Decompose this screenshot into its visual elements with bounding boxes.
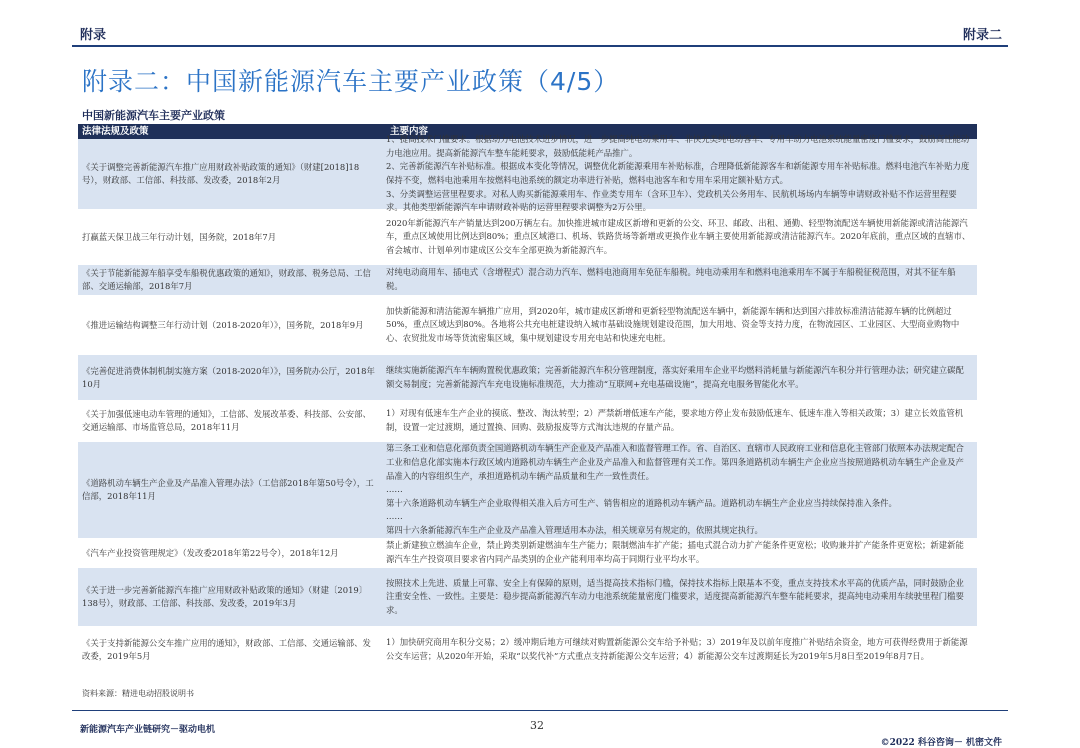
header-divider: [72, 45, 1008, 47]
content-cell: [381, 296, 977, 354]
content-paragraph: 继续实施新能源汽车车辆购置税优惠政策；完善新能源汽车积分管理制度，落实好乘用车企业平均燃料消耗量与新能源汽车积分并行管理办法；研究建立碳配额交易制度；完善新能源汽车充电设施标准规范，大力推动“互联网+充电基础设施”，提高充电服务智能化水平。: [386, 364, 964, 389]
table-row: [78, 355, 977, 401]
content-paragraph: ……: [386, 511, 403, 522]
policy-table: [78, 124, 977, 674]
policy-cell: 《汽车产业投资管理规定》（发改委2018年第22号令），2018年12月: [82, 547, 339, 558]
table-row: [78, 568, 977, 627]
content-paragraph: ……: [386, 484, 403, 495]
footer-copyright: ©2022 科谷咨询－ 机密文件: [880, 738, 1002, 748]
policy-cell: 《完善促进消费体制机制实施方案（2018-2020年）》，国务院办公厅，2018年10月: [82, 365, 375, 389]
content-cell: [381, 134, 977, 213]
content-paragraph: 对纯电动商用车、插电式（含增程式）混合动力汽车、燃料电池商用车免征车船税。纯电动乘用车和燃料电池乘用车不属于车船税征税范围，对其不征车船税。: [386, 267, 956, 291]
column-header-policy: 法律法规及政策: [82, 126, 149, 137]
column-header-content: 主要内容: [390, 126, 429, 137]
content-cell: [381, 401, 977, 441]
content-paragraph: 第十六条道路机动车辆生产企业取得相关准入后方可生产、销售相应的道路机动车辆产品。道路机动车辆生产企业应当持续保持准入条件。: [386, 497, 897, 508]
table-row: [78, 265, 977, 296]
content-paragraph: 按照技术上先进、质量上可靠、安全上有保障的原则，适当提高技术指标门槛，保持技术指标上限基本不变，重点支持技术水平高的优质产品，同时鼓励企业注重安全性、一致性。主要是：稳步提高新能源汽车动力电池系统能量密度门槛要求，适度提高新能源汽车整车能耗要求，提高纯电动乘用车续驶里程门槛要求。: [386, 577, 964, 615]
footer-divider: [72, 710, 1008, 711]
content-paragraph: 1、提高技术门槛要求。根据动力电池技术进步情况，进一步提高纯电动乘用车、非快充类纯电动客车、专用车动力电池系统能量密度门槛要求，鼓励高性能动力电池应用。提高新能源汽车整车能耗要求，鼓励低能耗产品推广。: [386, 134, 970, 158]
content-paragraph: 第四十六条新能源汽车生产企业及产品准入管理适用本办法，相关规章另有规定的，依照其规定执行。: [386, 524, 763, 535]
footer-report-title: 新能源汽车产业链研究－驱动电机: [80, 725, 216, 735]
policy-cell: 《关于调整完善新能源汽车推广应用财政补贴政策的通知》（财建[2018]18号），财政部、工信部、科技部、发改委，2018年2月: [82, 162, 360, 185]
content-paragraph: 加快新能源和清洁能源车辆推广应用，到2020年，城市建成区新增和更新轻型物流配送车辆中，新能源车辆和达到国六排放标准清洁能源车辆的比例超过50%，重点区域达到80%。各地将公共充电桩建设纳入城市基础设施规划建设范围，加大用地、资金等支持力度，在物流园区、工业园区、大型商业购物中心、农贸批发市场等货流密集区域，集中规划建设专用充电站和快速充电桩。: [386, 305, 960, 343]
content-cell: [381, 265, 977, 295]
policy-cell: 打赢蓝天保卫战三年行动计划，国务院，2018年7月: [82, 231, 277, 242]
policy-cell: 《道路机动车辆生产企业及产品准入管理办法》（工信部2018年第50号令），工信部，2018年11月: [82, 478, 374, 501]
content-paragraph: 2、完善新能源汽车补贴标准。根据成本变化等情况，调整优化新能源乘用车补贴标准，合理降低新能源客车和新能源专用车补贴标准。燃料电池汽车补贴力度保持不变，燃料电池乘用车按燃料电池系统的额定功率进行补贴，燃料电池客车和专用车采用定额补贴方式。: [386, 161, 970, 185]
page-title: 附录二：中国新能源汽车主要产业政策（4/5）: [82, 67, 620, 96]
table-row: [78, 539, 977, 568]
content-paragraph: 禁止新建独立燃油车企业，禁止跨类别新建燃油车生产能力；限制燃油车扩产能；插电式混合动力扩产能条件更宽松；收购兼并扩产能条件更宽松；新建新能源汽车生产投资项目要求省内同产品类别的企业产能利用率均高于同期行业平均水平。: [386, 540, 964, 564]
content-paragraph: 3、分类调整运营里程要求。对私人购买新能源乘用车、作业类专用车（含环卫车）、党政机关公务用车、民航机场场内车辆等申请财政补贴不作运营里程要求。其他类型新能源汽车申请财政补贴的运营里程要求调整为2万公里。: [386, 188, 957, 213]
content-cell: [381, 210, 977, 264]
content-cell: [381, 355, 977, 400]
content-cell: [381, 568, 977, 626]
content-cell: [381, 627, 977, 673]
content-cell: [381, 442, 977, 538]
policy-cell: 《关于节能新能源车船享受车船税优惠政策的通知》，财政部、税务总局、工信部、交通运输部，2018年7月: [82, 268, 371, 291]
content-paragraph: 1）对现有低速车生产企业的摸底、整改、淘汰转型；2）严禁新增低速车产能，要求地方停止发布鼓励低速车、低速车准入等相关政策；3）建立长效监管机制，设置一定过渡期，通过置换、回购、鼓励报废等方式淘汰违规的存量产品。: [386, 408, 964, 432]
table-row: [78, 442, 977, 539]
content-cell: [381, 539, 977, 567]
policy-cell: 《关于支持新能源公交车推广应用的通知》，财政部、工信部、交通运输部、发改委，2019年5月: [82, 638, 371, 661]
policy-cell: 《关于进一步完善新能源汽车推广应用财政补贴政策的通知》（财建〔2019〕138号），财政部、工信部、科技部、发改委，2019年3月: [82, 585, 368, 608]
source-note: 资料来源：精进电动招股说明书: [82, 689, 194, 698]
table-row: [78, 210, 977, 265]
content-paragraph: 第三条工业和信息化部负责全国道路机动车辆生产企业及产品准入和监督管理工作。省、自治区、直辖市人民政府工业和信息化主管部门依照本办法规定配合工业和信息化部实施本行政区域内道路机动车辆生产企业及产品准入和监督管理有关工作。第四条道路机动车辆生产企业应当按照道路机动车辆生产企业及产品准入的内容组织生产，承担道路机动车辆产品质量和生产一致性责任。: [386, 443, 964, 481]
content-paragraph: 1）加快研究商用车积分交易；2）缓冲期后地方可继续对购置新能源公交车给予补贴；3）2019年及以前年度推广补贴结余资金，地方可获得经费用于新能源公交车运营；从2020年开始，采取“以奖代补”方式重点支持新能源公交车运营；4）新能源公交车过渡期延长为2019年5月8日至2019年8月7日。: [386, 637, 968, 661]
table-body: [78, 134, 977, 674]
table-row: [78, 627, 977, 674]
page-number: 32: [530, 719, 544, 732]
table-row: [78, 401, 977, 442]
table-caption: 中国新能源汽车主要产业政策: [82, 109, 225, 122]
table-row: [78, 134, 977, 213]
policy-cell: 《推进运输结构调整三年行动计划（2018-2020年）》，国务院，2018年9月: [82, 319, 364, 330]
table-row: [78, 296, 977, 355]
policy-cell: 《关于加强低速电动车管理的通知》，工信部、发展改革委、科技部、公安部、交通运输部、市场监管总局，2018年11月: [82, 409, 371, 432]
header-section-label: 附录: [80, 28, 107, 43]
content-paragraph: 2020年新能源汽车产销量达到200万辆左右。加快推进城市建成区新增和更新的公交、环卫、邮政、出租、通勤、轻型物流配送车辆使用新能源或清洁能源汽车，重点区域使用比例达到80%；重点区域港口、机场、铁路货场等新增或更换作业车辆主要使用新能源或清洁能源汽车。2020年底前，重点区域的直辖市、省会城市、计划单列市建成区公交车全部更换为新能源汽车。: [386, 217, 971, 255]
header-appendix-label: 附录二: [962, 28, 1002, 43]
